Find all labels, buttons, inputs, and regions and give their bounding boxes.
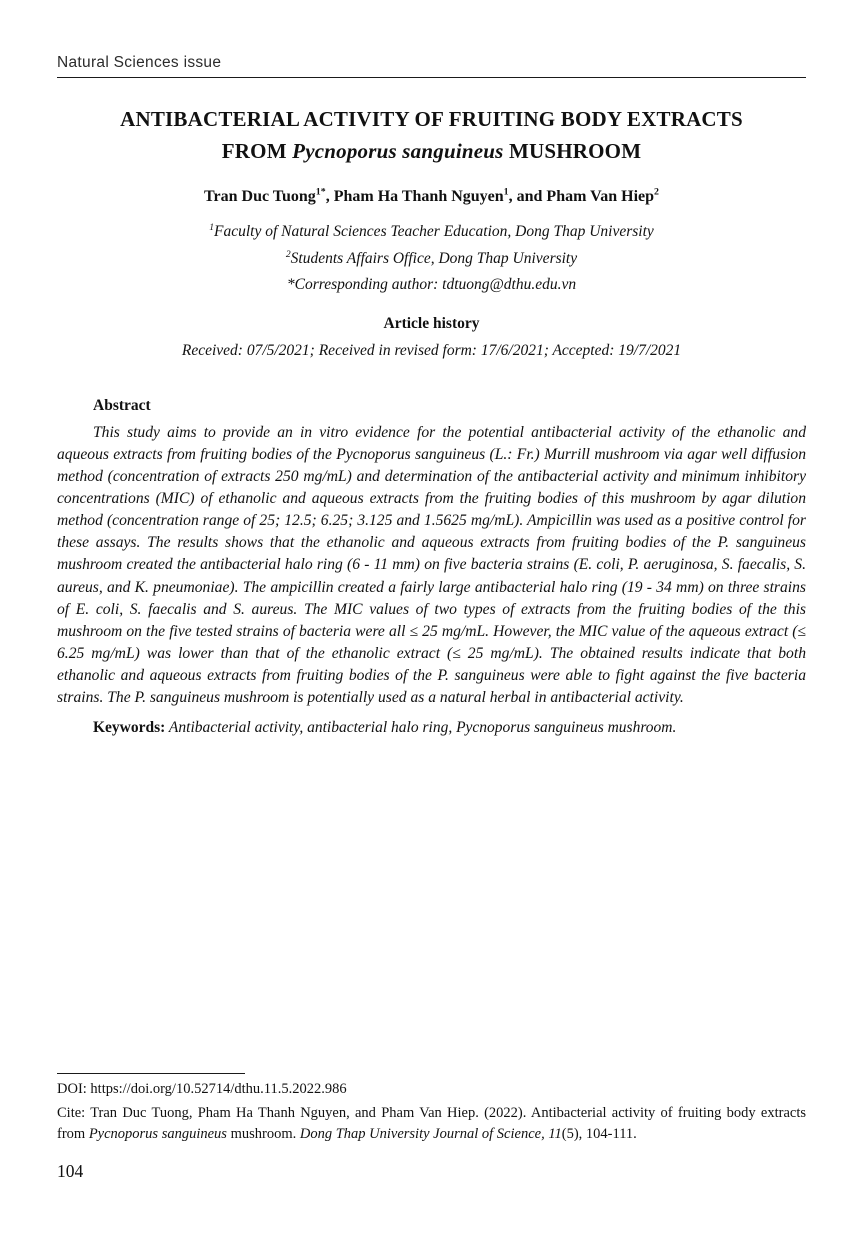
author-3-name: Pham Van Hiep [546,188,655,205]
affiliation-1-text: Faculty of Natural Sciences Teacher Education, Dong Thap University [213,223,654,240]
author-separator-1: , [325,188,334,205]
keywords-label: Keywords: [93,718,166,736]
affiliations-block [57,219,806,299]
title-line2 [57,135,806,167]
author-3-superscript: 2 [654,186,659,198]
footnote-rule [57,1073,245,1074]
citation-species-name: Pycnoporus sanguineus [88,1125,227,1142]
title-line1: ANTIBACTERIAL ACTIVITY OF FRUITING BODY EXTRACTS [120,107,743,131]
title-species-name: Pycnoporus sanguineus [292,139,504,163]
citation-journal-name: Dong Thap University Journal of Science, 11 [299,1125,562,1142]
corresponding-author-line: *Corresponding author: tdtuong@dthu.edu.vn [286,276,577,293]
authors-line [57,188,806,206]
doi-line: DOI: https://doi.org/10.52714/dthu.11.5.2022.986 [57,1081,347,1097]
keywords-line [57,719,806,737]
title-line2-suffix: MUSHROOM [503,139,642,163]
citation-suffix: (5), 104-111. [561,1125,637,1142]
article-history-heading: Article history [383,314,480,332]
page-number: 104 [57,1161,84,1181]
citation-prefix: Cite: Tran Duc Tuong, Pham Ha Thanh Nguyen, and Pham Van Hiep. (2022). Antibacterial activity of fruiting body extracts from [57,1105,806,1142]
affiliation-1 [57,219,806,246]
affiliation-2 [57,246,806,273]
affiliation-2-text: Students Affairs Office, Dong Thap University [290,249,578,267]
keywords-text: Antibacterial activity, antibacterial halo ring, Pycnoporus sanguineus mushroom. [165,718,677,736]
affiliation-1-superscript: 1 [209,221,214,233]
abstract-body: This study aims to provide an in vitro evidence for the potential antibacterial activity of the ethanolic and aqueous extracts from fruiting bodies of the Pycnoporus sanguineus (L.: Fr.) Murrill mushroom via agar well diffusion method (concentration of extracts 250 mg/mL) and determination of the antibacterial activity and minimum inhibitory concentrations (MIC) of ethanolic and aqueous extracts from the fruiting bodies of this mushroom by agar dilution method (concentration range of 25; 12.5; 6.25; 3.125 and 1.5625 mg/mL). Ampicillin was used as a positive control for these assays. The results shows that the ethanolic and aqueous extracts from fruiting bodies of the P. sanguineus mushroom created the antibacterial halo ring (6 - 11 mm) on five bacteria strains (E. coli, P. aeruginosa, S. faecalis, S. aureus, and K. pneumoniae). The ampicillin created a fairly large antibacterial halo ring (19 - 34 mm) on three strains of E. coli, S. faecalis and S. aureus. The MIC values of two types of extracts from the fruiting bodies of the this mushroom on the five tested strains of bacteria were all ≤ 25 mg/mL. However, the MIC value of the aqueous extract (≤ 6.25 mg/mL) was lower than that of the ethanolic extract (≤ 25 mg/mL). The obtained results indicate that both ethanolic and aqueous extracts from fruiting bodies of the P. sanguineus were able to fight against the five bacteria strains. The P. sanguineus mushroom is potentially used as a natural herbal in antibacterial activity. [57,423,806,707]
citation-line [57,1103,806,1144]
author-1-name: Tran Duc Tuong [204,188,316,205]
title-line2-prefix: FROM [221,139,293,163]
citation-mid: mushroom. [226,1125,300,1142]
author-2-name: Pham Ha Thanh Nguyen [333,188,504,205]
abstract-heading: Abstract [93,396,151,414]
footer-block [57,1073,806,1182]
affiliation-2-superscript: 2 [285,248,291,260]
running-head [57,54,806,72]
author-1-superscript: 1* [315,186,326,198]
issue-label: Natural Sciences issue [57,54,222,71]
article-history-dates: Received: 07/5/2021; Received in revised form: 17/6/2021; Accepted: 19/7/2021 [181,341,682,359]
header-rule [57,77,806,78]
author-separator-2: , and [508,188,547,205]
author-2-superscript: 1 [503,186,509,198]
paper-title [57,103,806,167]
